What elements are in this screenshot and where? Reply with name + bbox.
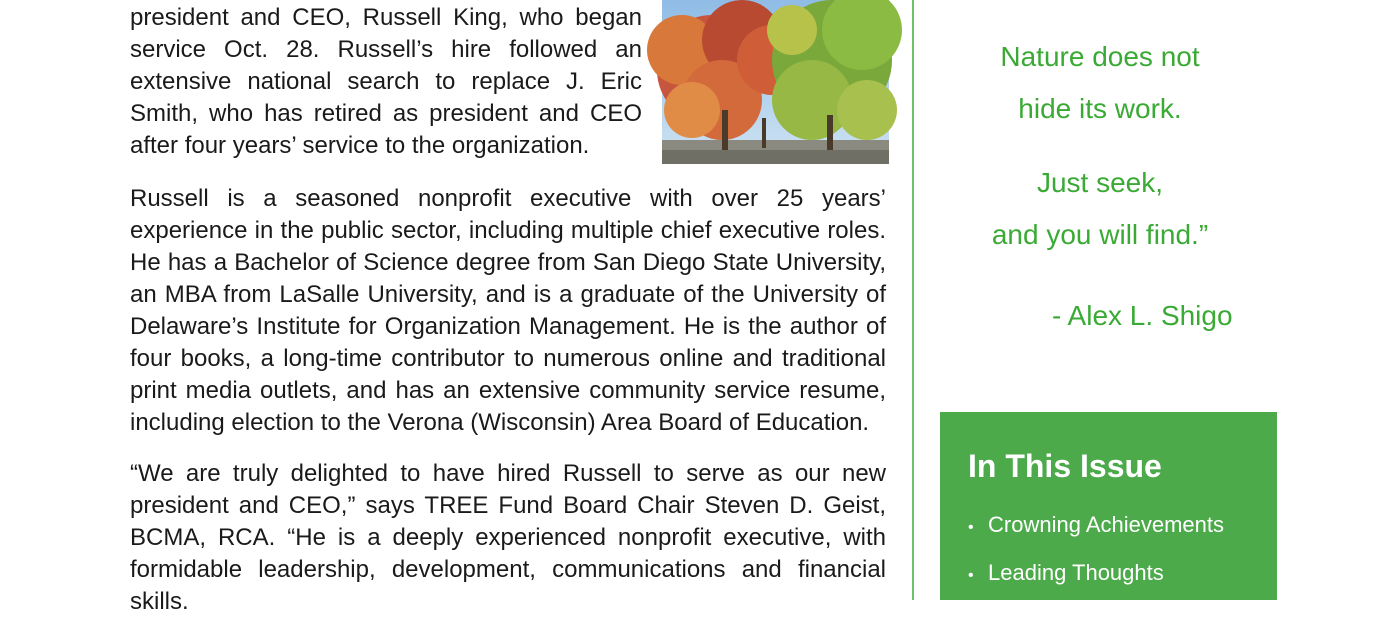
article-paragraph-1: president and CEO, Russell King, who began service Oct. 28. Russell’s hire followed an extensive national search to replace J. Eric Smith, who has retired as president and CEO after four years’ service to the organization. — [130, 4, 642, 159]
article-paragraph-3: “We are truly delighted to have hired Russell to serve as our new president and CEO,” says TREE Fund Board Chair Steven D. Geist, BCMA, RCA. “He is a deeply experienced nonprofit executive, with formidable leadership, development, communications and financial skills. — [130, 460, 886, 615]
in-this-issue-title: In This Issue — [968, 448, 1162, 484]
in-this-issue-box — [940, 412, 1277, 600]
issue-item-crowning-achievements[interactable] — [968, 512, 1224, 538]
quote-line-4: and you will find.” — [991, 219, 1209, 250]
autumn-trees-photo — [662, 0, 889, 164]
issue-item-leading-thoughts[interactable] — [968, 560, 1164, 586]
quote-line-3: Just seek, — [1036, 167, 1164, 198]
bullet-icon: • — [968, 567, 974, 584]
bullet-icon: • — [968, 519, 974, 536]
autumn-trees-image — [662, 0, 889, 164]
quote-line-1: Nature does not — [1000, 41, 1200, 72]
article-paragraph-2: Russell is a seasoned nonprofit executive with over 25 years’ experience in the public sector, including multiple chief executive roles. He has a Bachelor of Science degree from San Diego State University, an MBA from LaSalle University, and is a graduate of the University of Delaware’s Institute for Organization Management. He is the author of four books, a long-time contributor to numerous online and traditional print media outlets, and has an extensive community service resume, including election to the Verona (Wisconsin) Area Board of Education. — [130, 185, 886, 436]
column-divider — [912, 0, 914, 600]
issue-item-label: Leading Thoughts — [988, 560, 1164, 585]
quote-line-2: hide its work. — [1018, 93, 1182, 124]
issue-item-label: Crowning Achievements — [988, 512, 1225, 537]
quote-author: - Alex L. Shigo — [1052, 300, 1233, 331]
